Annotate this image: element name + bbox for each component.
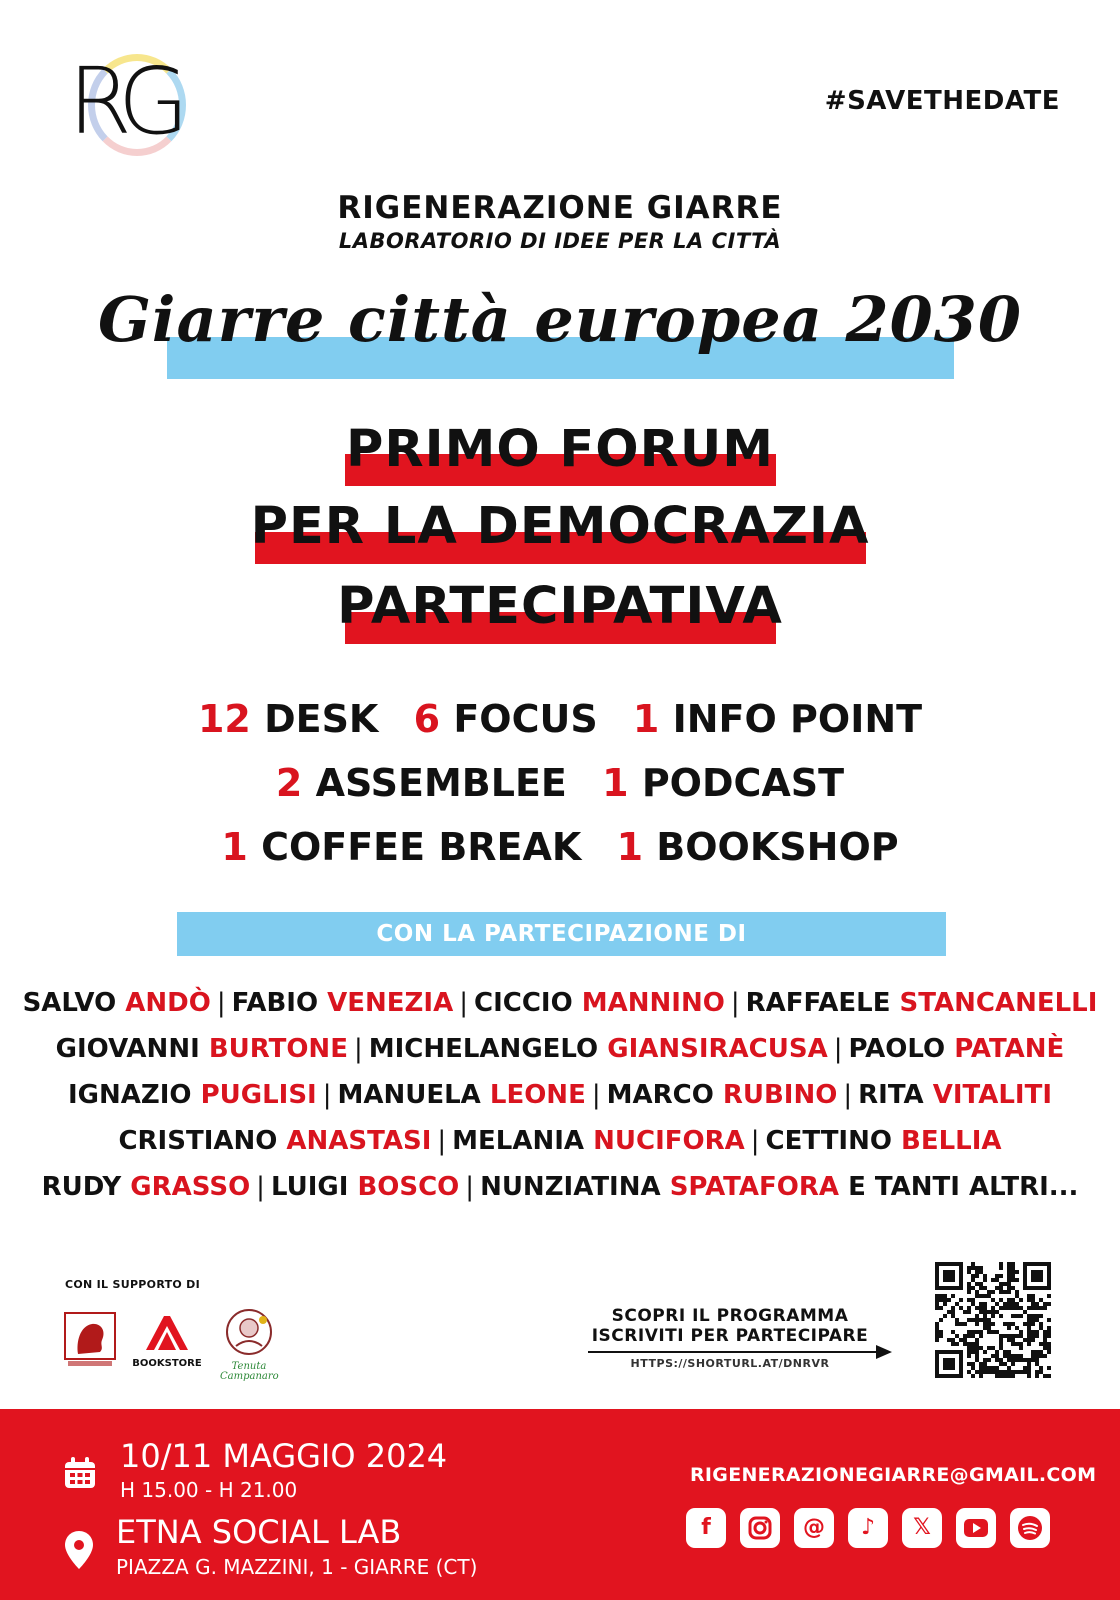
last-name: PATANÈ — [954, 1034, 1065, 1064]
first-name: MICHELANGELO — [368, 1034, 599, 1064]
first-name: MELANIA — [452, 1126, 585, 1156]
logo-letters: RG — [68, 48, 176, 155]
event-venue: ETNA SOCIAL LAB — [116, 1513, 402, 1551]
stat-label: ASSEMBLEE — [315, 761, 567, 805]
last-name: SPATAFORA — [669, 1172, 840, 1202]
stat-number: 1 — [632, 697, 660, 741]
bookstore-logo-icon — [132, 1312, 202, 1354]
sponsor-logo-3 — [220, 1308, 279, 1382]
first-name: SALVO — [22, 988, 117, 1018]
threads-icon[interactable]: @ — [794, 1508, 834, 1548]
stat-number: 6 — [413, 697, 441, 741]
first-name: NUNZIATINA — [480, 1172, 661, 1202]
save-the-date-hashtag: #SAVETHEDATE — [824, 86, 1060, 116]
first-name: MARCO — [606, 1080, 714, 1110]
last-name: ANDÒ — [125, 988, 211, 1018]
last-name: PUGLISI — [200, 1080, 317, 1110]
stat-label: BOOKSHOP — [656, 825, 899, 869]
participants-row-1: SALVO ANDÒ | FABIO VENEZIA | CICCIO MANNINO | RAFFAELE STANCANELLI — [22, 988, 1098, 1018]
participants-row-2: GIOVANNI BURTONE | MICHELANGELO GIANSIRACUSA | PAOLO PATANÈ — [55, 1034, 1065, 1064]
last-name: BURTONE — [208, 1034, 348, 1064]
first-name: MANUELA — [337, 1080, 481, 1110]
first-name: LUIGI — [270, 1172, 349, 1202]
stat-label: FOCUS — [453, 697, 598, 741]
rg-logo — [68, 50, 178, 160]
org-name: RIGENERAZIONE GIARRE — [337, 190, 783, 226]
sponsor-logo-2 — [132, 1312, 202, 1372]
participants-closing: E TANTI ALTRI... — [848, 1172, 1079, 1202]
first-name: CICCIO — [473, 988, 573, 1018]
contact-email[interactable]: RIGENERAZIONEGIARRE@GMAIL.COM — [690, 1464, 1097, 1486]
x-icon[interactable]: 𝕏 — [902, 1508, 942, 1548]
tenuta-campanaro-label: Tenuta Campanaro — [220, 1361, 279, 1382]
participants-row-3: IGNAZIO PUGLISI | MANUELA LEONE | MARCO RUBINO | RITA VITALITI — [67, 1080, 1053, 1110]
cta-program: SCOPRI IL PROGRAMMA — [611, 1306, 849, 1326]
stats-row-3 — [0, 825, 1120, 869]
headline: Giarre città europea 2030 — [97, 283, 1023, 356]
last-name: LEONE — [489, 1080, 586, 1110]
last-name: MANNINO — [581, 988, 725, 1018]
arrow-head-icon — [876, 1345, 892, 1359]
forum-title-line1: PRIMO FORUM — [345, 420, 775, 479]
sponsor-1-emblem-icon — [64, 1312, 116, 1368]
participants-title: CON LA PARTECIPAZIONE DI — [376, 921, 747, 947]
program-link[interactable]: HTTPS://SHORTURL.AT/DNRVR — [630, 1357, 830, 1370]
last-name: GRASSO — [130, 1172, 251, 1202]
last-name: VENEZIA — [327, 988, 454, 1018]
event-address: PIAZZA G. MAZZINI, 1 - GIARRE (CT) — [116, 1555, 478, 1579]
last-name: BOSCO — [357, 1172, 460, 1202]
qr-code[interactable] — [935, 1262, 1051, 1378]
stats-row-2 — [0, 761, 1120, 805]
last-name: NUCIFORA — [593, 1126, 745, 1156]
org-tagline: LABORATORIO DI IDEE PER LA CITTÀ — [338, 229, 782, 253]
last-name: ANASTASI — [286, 1126, 432, 1156]
first-name: RITA — [858, 1080, 924, 1110]
last-name: RUBINO — [722, 1080, 838, 1110]
first-name: GIOVANNI — [55, 1034, 200, 1064]
stat-number: 12 — [197, 697, 251, 741]
stat-number: 1 — [602, 761, 629, 805]
facebook-icon[interactable]: f — [686, 1508, 726, 1548]
stat-number: 2 — [275, 761, 303, 805]
stat-label: COFFEE BREAK — [261, 825, 582, 869]
sponsor-logo-1 — [64, 1312, 116, 1368]
stat-label: DESK — [264, 697, 379, 741]
support-label: CON IL SUPPORTO DI — [65, 1278, 201, 1291]
forum-title-line2: PER LA DEMOCRAZIA — [250, 497, 870, 556]
last-name: BELLIA — [901, 1126, 1002, 1156]
last-name: STANCANELLI — [899, 988, 1098, 1018]
first-name: CETTINO — [765, 1126, 892, 1156]
arrow-icon — [588, 1351, 878, 1353]
last-name: GIANSIRACUSA — [607, 1034, 828, 1064]
bookstore-label: BOOKSTORE — [132, 1358, 202, 1369]
tiktok-icon[interactable]: ♪ — [848, 1508, 888, 1548]
stat-number: 1 — [616, 825, 644, 869]
stat-label: PODCAST — [641, 761, 845, 805]
qr-code-icon — [935, 1262, 1051, 1378]
first-name: RUDY — [41, 1172, 122, 1202]
calendar-icon — [63, 1456, 97, 1490]
spotify-icon[interactable] — [1010, 1508, 1050, 1548]
participants-row-4: CRISTIANO ANASTASI | MELANIA NUCIFORA | CETTINO BELLIA — [118, 1126, 1002, 1156]
first-name: RAFFAELE — [745, 988, 891, 1018]
forum-title-line3: PARTECIPATIVA — [337, 577, 783, 636]
first-name: FABIO — [231, 988, 319, 1018]
stat-number: 1 — [221, 825, 248, 869]
first-name: IGNAZIO — [67, 1080, 192, 1110]
stats-row-1 — [0, 697, 1120, 741]
cta-register: ISCRIVITI PER PARTECIPARE — [591, 1326, 869, 1346]
youtube-icon[interactable] — [956, 1508, 996, 1548]
location-pin-icon — [64, 1530, 94, 1570]
participants-row-5: RUDY GRASSO | LUIGI BOSCO | NUNZIATINA SPATAFORA E TANTI ALTRI... — [41, 1172, 1079, 1202]
event-time: H 15.00 - H 21.00 — [120, 1478, 298, 1502]
stat-label: INFO POINT — [672, 697, 923, 741]
last-name: VITALITI — [932, 1080, 1053, 1110]
first-name: CRISTIANO — [118, 1126, 278, 1156]
first-name: PAOLO — [848, 1034, 946, 1064]
event-date: 10/11 MAGGIO 2024 — [120, 1437, 448, 1475]
tenuta-campanaro-emblem-icon — [220, 1308, 278, 1358]
instagram-icon[interactable] — [740, 1508, 780, 1548]
